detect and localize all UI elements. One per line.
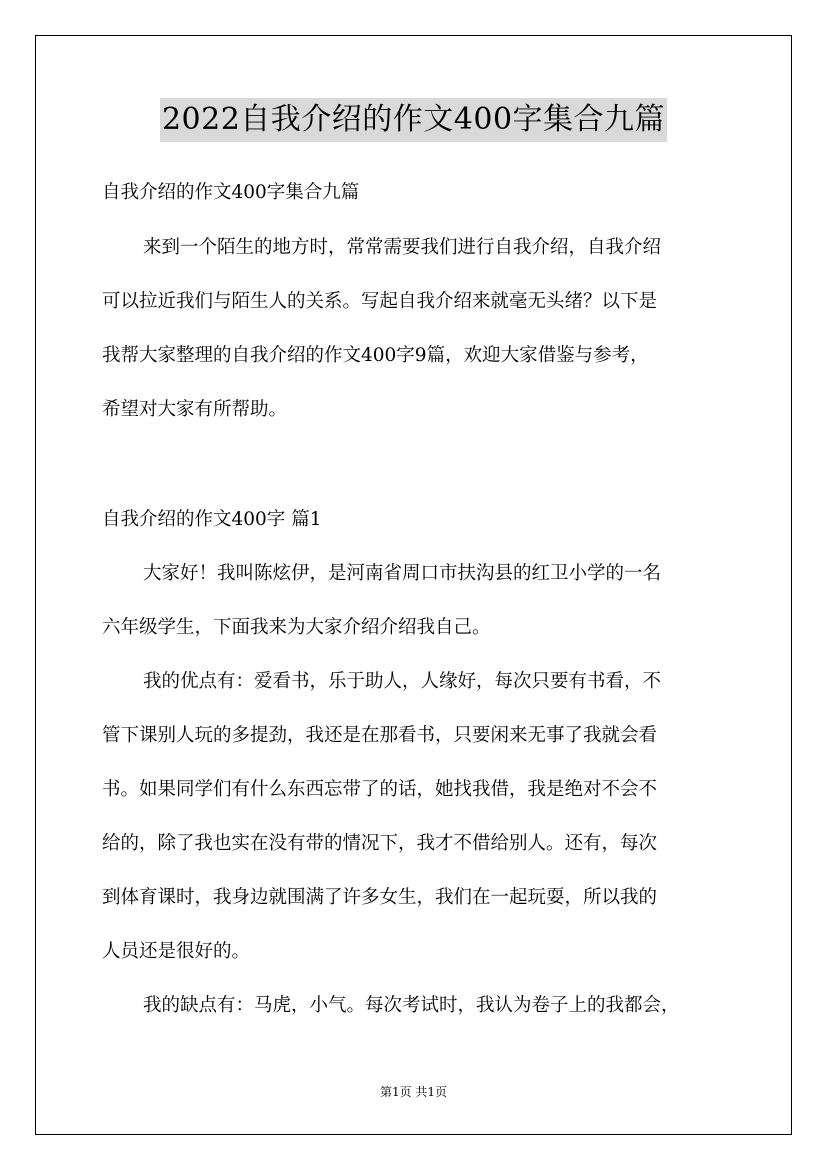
intro-line: 来到一个陌生的地方时，常常需要我们进行自我介绍，自我介绍 [143, 237, 662, 258]
section-heading: 自我介绍的作文400字 篇1 [102, 509, 322, 530]
document-subtitle: 自我介绍的作文400字集合九篇 [102, 182, 360, 203]
intro-line: 可以拉近我们与陌生人的关系。写起自我介绍来就毫无头绪？以下是 [102, 291, 658, 312]
paragraph-line: 管下课别人玩的多提劲，我还是在那看书，只要闲来无事了我就会看 [102, 725, 658, 746]
intro-line: 我帮大家整理的自我介绍的作文400字9篇，欢迎大家借鉴与参考， [102, 345, 649, 366]
paragraph-line: 到体育课时，我身边就围满了许多女生，我们在一起玩耍，所以我的 [102, 887, 658, 908]
paragraph-line: 我的优点有：爱看书，乐于助人，人缘好，每次只要有书看，不 [143, 671, 662, 692]
paragraph-line: 六年级学生，下面我来为大家介绍介绍我自己。 [102, 617, 491, 638]
document-title: 2022自我介绍的作文400字集合九篇 [160, 98, 667, 142]
paragraph-line: 大家好！我叫陈炫伊，是河南省周口市扶沟县的红卫小学的一名 [143, 563, 662, 584]
page-footer: 第1页 共1页 [379, 1085, 448, 1099]
intro-line: 希望对大家有所帮助。 [102, 399, 288, 420]
title-container [0, 98, 827, 142]
paragraph-line: 人员还是很好的。 [102, 941, 251, 962]
paragraph-line: 我的缺点有：马虎，小气。每次考试时，我认为卷子上的我都会， [143, 995, 680, 1016]
paragraph-line: 给的，除了我也实在没有带的情况下，我才不借给别人。还有，每次 [102, 833, 658, 854]
paragraph-line: 书。如果同学们有什么东西忘带了的话，她找我借，我是绝对不会不 [102, 779, 658, 800]
